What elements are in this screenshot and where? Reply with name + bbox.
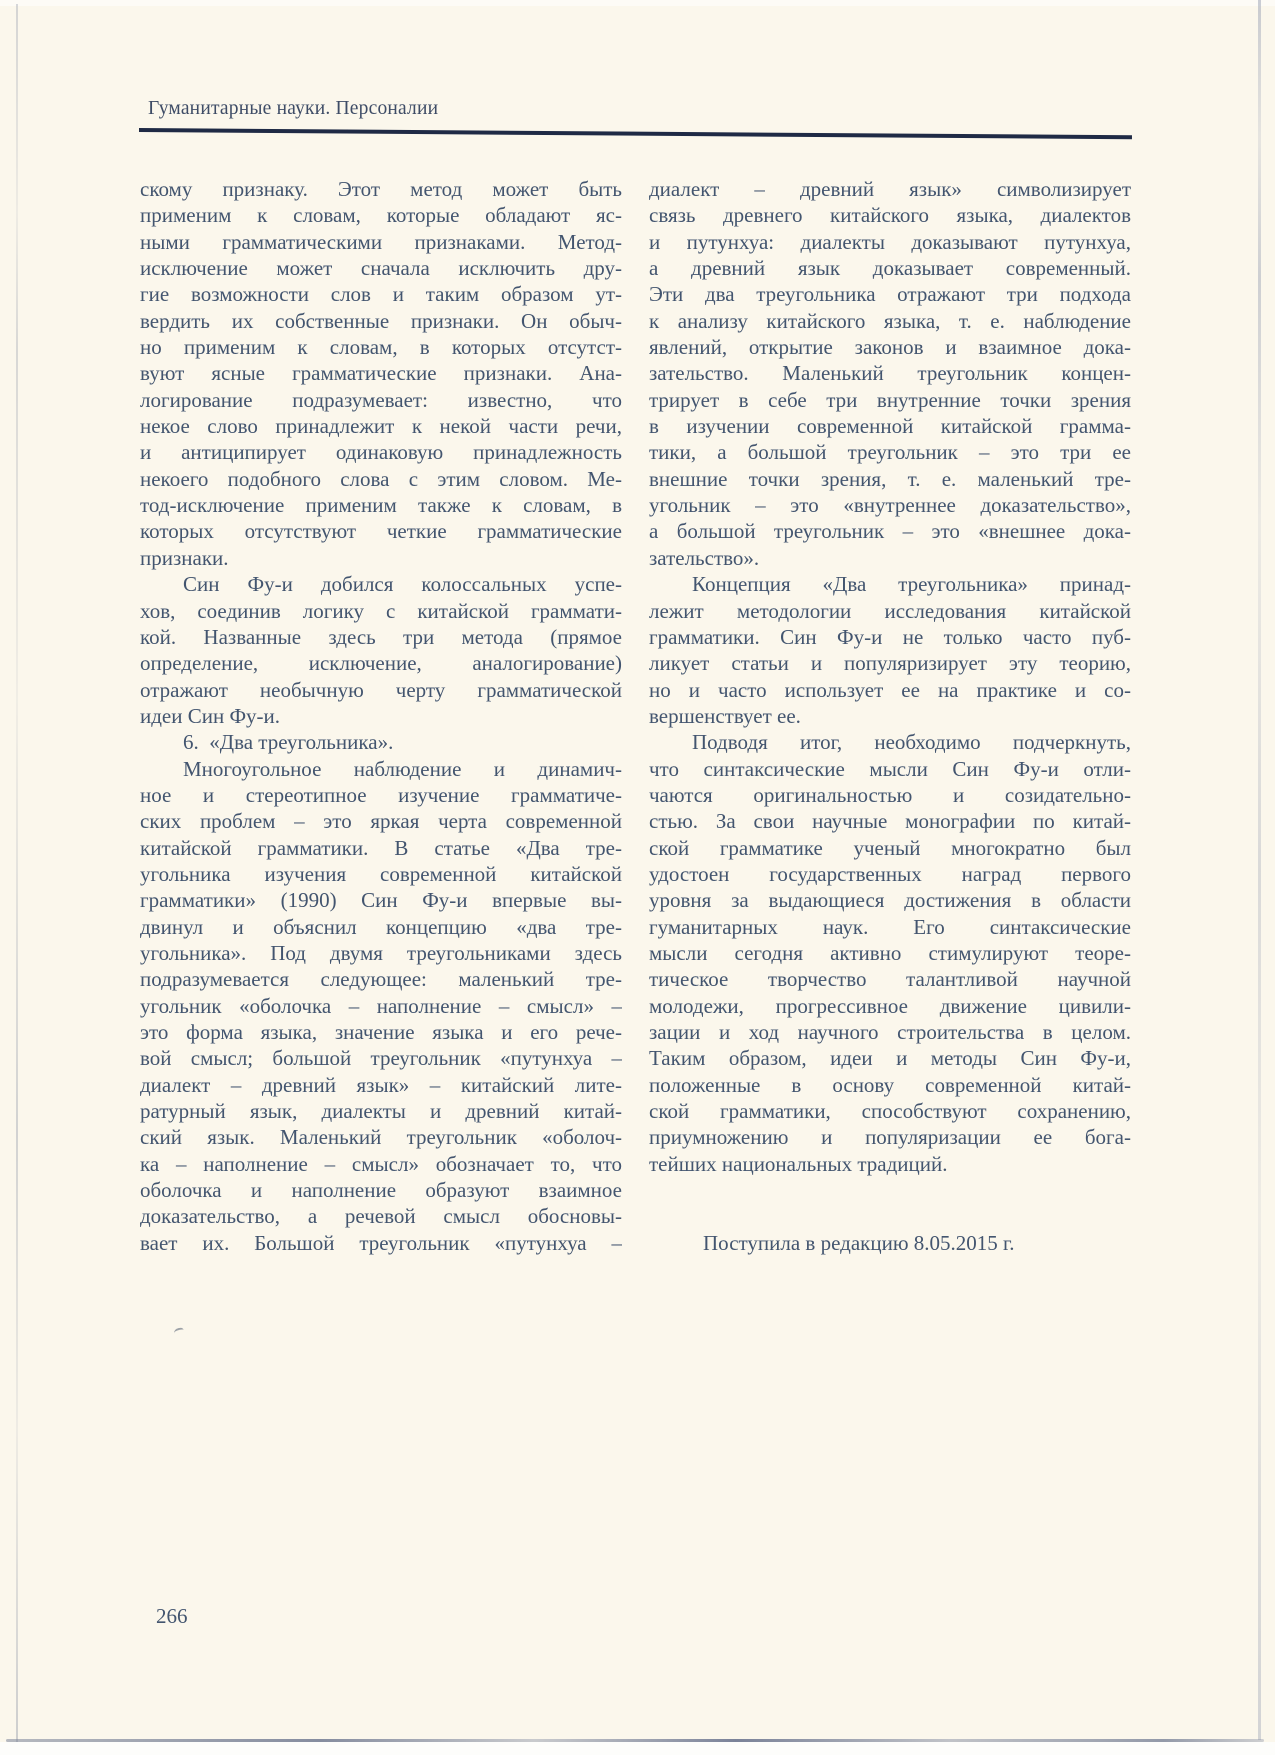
text-line: тическое творчество талантливой научной bbox=[649, 967, 1131, 992]
text-line: угольник «оболочка – наполнение – смысл» – bbox=[140, 993, 622, 1018]
text-line: внешние точки зрения, т. е. маленький тре- bbox=[649, 466, 1131, 491]
text-line: ликует статьи и популяризирует эту теорию, bbox=[649, 651, 1131, 676]
text-line: молодежи, прогрессивное движение цивили- bbox=[649, 993, 1131, 1018]
text-line: вердить их собственные признаки. Он обыч- bbox=[140, 308, 622, 333]
received-date-line: Поступила в редакцию 8.05.2015 г. bbox=[703, 1230, 1015, 1255]
text-line: грамматики» (1990) Син Фу-и впервые вы- bbox=[140, 888, 622, 913]
text-line: Подводя итог, необходимо подчеркнуть, bbox=[692, 730, 1131, 755]
text-line: а большой треугольник – это «внешнее дока- bbox=[649, 519, 1131, 544]
text-line: кой. Названные здесь три метода (прямое bbox=[140, 624, 622, 649]
text-line: некое слово принадлежит к некой части речи, bbox=[140, 414, 622, 439]
text-line: угольника изучения современной китайской bbox=[140, 861, 622, 886]
text-line: определение, исключение, аналогирование) bbox=[140, 651, 622, 676]
text-line: применим к словам, которые обладают яс- bbox=[140, 203, 622, 228]
text-line: к анализу китайского языка, т. е. наблюдение bbox=[649, 308, 1131, 333]
text-line: доказательство, а речевой смысл обосновы- bbox=[140, 1204, 622, 1229]
text-line: стью. За свои научные монографии по китай- bbox=[649, 809, 1131, 834]
text-line: тод-исключение применим также к словам, в bbox=[140, 493, 622, 518]
text-line: гуманитарных наук. Его синтаксические bbox=[649, 914, 1131, 939]
scanner-background bbox=[0, 1742, 1275, 1755]
running-header: Гуманитарные науки. Персоналии bbox=[148, 98, 439, 119]
text-line: зации и ход научного строительства в целом. bbox=[649, 1020, 1131, 1044]
text-line: и антиципирует одинаковую принадлежность bbox=[140, 440, 622, 465]
right-text-column bbox=[649, 176, 1131, 1256]
scan-top-edge bbox=[0, 0, 1275, 6]
text-line: отражают необычную черту грамматической bbox=[140, 677, 622, 702]
text-line: ский язык. Маленький треугольник «оболоч- bbox=[140, 1125, 622, 1150]
text-line: удостоен государственных наград первого bbox=[649, 861, 1131, 886]
text-line: тики, а большой треугольник – это три ее bbox=[649, 440, 1131, 465]
text-line: лежит методологии исследования китайской bbox=[649, 598, 1131, 623]
text-line: вой смысл; большой треугольник «путунхуа – bbox=[140, 1046, 622, 1071]
text-line: ными грамматическими признаками. Метод- bbox=[140, 229, 622, 254]
text-line: Таким образом, идеи и методы Син Фу-и, bbox=[649, 1046, 1131, 1071]
page-left-edge bbox=[16, 4, 18, 1742]
text-line: исключение может сначала исключить дру- bbox=[140, 256, 622, 281]
text-line: ка – наполнение – смысл» обозначает то, что bbox=[140, 1151, 622, 1176]
text-line: Эти два треугольника отражают три подхода bbox=[649, 282, 1131, 307]
text-line: приумножению и популяризации ее бога- bbox=[649, 1125, 1131, 1150]
text-line: но применим к словам, в которых отсутст- bbox=[140, 335, 622, 360]
text-line: трирует в себе три внутренние точки зрения bbox=[649, 387, 1131, 412]
text-line: вершенствует ее. bbox=[649, 703, 801, 728]
text-line: угольник – это «внутреннее доказательство», bbox=[649, 493, 1131, 518]
text-line: хов, соединив логику с китайской граммати- bbox=[140, 598, 622, 623]
text-line: ских проблем – это яркая черта современной bbox=[140, 809, 622, 834]
text-line: а древний язык доказывает современный. bbox=[649, 256, 1131, 281]
text-line: связь древнего китайского языка, диалектов bbox=[649, 203, 1131, 228]
page-number: 266 bbox=[156, 1604, 188, 1628]
text-line: гие возможности слов и таким образом ут- bbox=[140, 282, 622, 307]
text-line: что синтаксические мысли Син Фу-и отли- bbox=[649, 756, 1131, 781]
text-line: грамматики. Син Фу-и не только часто пуб- bbox=[649, 624, 1131, 649]
text-line: идеи Син Фу-и. bbox=[140, 703, 281, 728]
text-line: зательство. Маленький треугольник концен- bbox=[649, 361, 1131, 386]
text-line: мысли сегодня активно стимулируют теоре- bbox=[649, 940, 1131, 965]
text-line: это форма языка, значение языка и его рече- bbox=[140, 1020, 622, 1044]
text-line: и путунхуа: диалекты доказывают путунхуа, bbox=[649, 229, 1131, 254]
text-line: уровня за выдающиеся достижения в области bbox=[649, 888, 1131, 913]
text-line: зательство». bbox=[649, 545, 760, 570]
text-line: Син Фу-и добился колоссальных успе- bbox=[183, 572, 622, 597]
text-line: Концепция «Два треугольника» принад- bbox=[692, 572, 1131, 597]
text-line: которых отсутствуют четкие грамматические bbox=[140, 519, 622, 544]
text-line: в изучении современной китайской грамма- bbox=[649, 414, 1131, 439]
text-line: ской грамматике ученый многократно был bbox=[649, 835, 1131, 860]
text-line: положенные в основу современной китай- bbox=[649, 1072, 1131, 1097]
text-line: вуют ясные грамматические признаки. Ана- bbox=[140, 361, 622, 386]
text-line: ской грамматики, способствуют сохранению, bbox=[649, 1099, 1131, 1124]
text-line: чаются оригинальностью и созидательно- bbox=[649, 782, 1131, 807]
left-text-column bbox=[140, 176, 622, 1256]
text-line: 6. «Два треугольника». bbox=[183, 730, 394, 755]
header-rule bbox=[139, 128, 1132, 139]
text-line: некоего подобного слова с этим словом. Ме- bbox=[140, 466, 622, 491]
scan-speck-mark bbox=[173, 1327, 184, 1337]
text-line: угольника». Под двумя треугольниками здесь bbox=[140, 940, 622, 965]
text-line: логирование подразумевает: известно, что bbox=[140, 387, 622, 412]
text-line: признаки. bbox=[140, 545, 229, 570]
text-line: подразумевается следующее: маленький тре- bbox=[140, 967, 622, 992]
text-line: диалект – древний язык» – китайский лите- bbox=[140, 1072, 622, 1097]
text-line: тейших национальных традиций. bbox=[649, 1151, 948, 1176]
text-line: Многоугольное наблюдение и динамич- bbox=[183, 756, 622, 781]
text-line: явлений, открытие законов и взаимное дока- bbox=[649, 335, 1131, 360]
text-line: ратурный язык, диалекты и древний китай- bbox=[140, 1099, 622, 1124]
blank-line bbox=[649, 1203, 1131, 1229]
text-line: ное и стереотипное изучение грамматиче- bbox=[140, 782, 622, 807]
blank-line bbox=[649, 1177, 1131, 1203]
text-line: вает их. Большой треугольник «путунхуа – bbox=[140, 1230, 622, 1255]
text-line: оболочка и наполнение образуют взаимное bbox=[140, 1178, 622, 1203]
page-right-edge bbox=[1258, 0, 1261, 1740]
text-line: двинул и объяснил концепцию «два тре- bbox=[140, 914, 622, 939]
text-line: китайской грамматики. В статье «Два тре- bbox=[140, 835, 622, 860]
text-line: диалект – древний язык» символизирует bbox=[649, 177, 1131, 201]
text-line: скому признаку. Этот метод может быть bbox=[140, 177, 622, 201]
text-line: но и часто использует ее на практике и со- bbox=[649, 677, 1131, 702]
